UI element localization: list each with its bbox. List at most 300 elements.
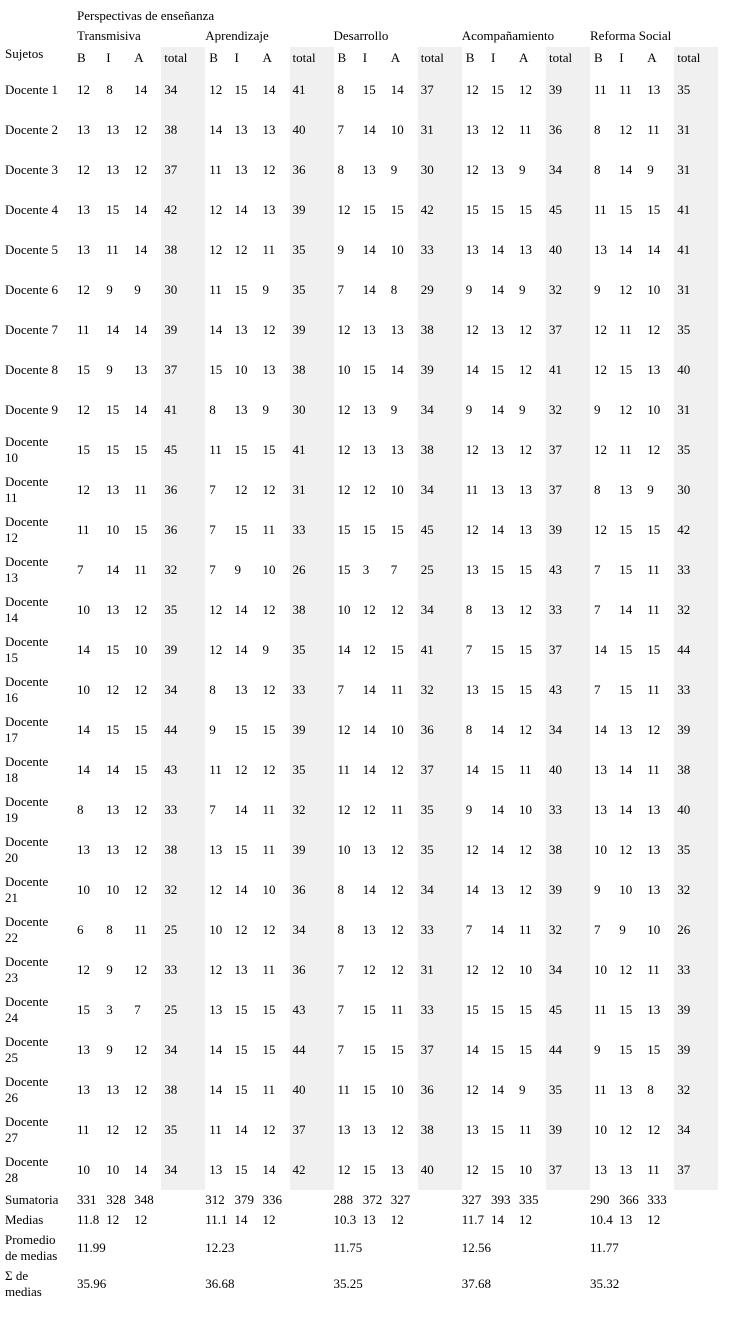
row-label: Docente 4 — [5, 201, 59, 217]
score-cell: 13 — [465, 681, 479, 697]
row-label: Docente 8 — [5, 361, 59, 377]
total-cell: 35 — [290, 230, 334, 270]
score-cell: 13 — [262, 201, 276, 217]
score-cell: 12 — [390, 1211, 404, 1227]
score-cell: 9 — [106, 281, 113, 297]
score-cell: 7 — [337, 681, 344, 697]
score-cell: 13 — [465, 1121, 479, 1137]
score-cell — [674, 1230, 718, 1266]
score-cell: 13 — [647, 881, 661, 897]
score-cell: 13 — [491, 321, 504, 337]
docente-row — [5, 750, 718, 790]
score-cell: 11 — [594, 1081, 607, 1097]
perspective-header-4: Acompañamiento — [461, 28, 555, 43]
total-cell: 30 — [290, 390, 334, 430]
docente-row — [5, 110, 718, 150]
score-cell: 8 — [465, 601, 473, 617]
score-cell: 14 — [647, 241, 661, 257]
score-cell — [290, 1210, 334, 1230]
docente-row — [5, 950, 718, 990]
total-cell: 37 — [418, 70, 462, 110]
row-label: Docente 1 — [5, 81, 59, 97]
score-cell — [106, 1266, 134, 1302]
score-cell: 348 — [134, 1191, 154, 1207]
score-cell: 12 — [77, 401, 90, 417]
score-cell: 13 — [619, 1211, 633, 1227]
total-cell: 42 — [674, 510, 718, 550]
subcol-header-i: I — [234, 50, 239, 66]
total-cell: 33 — [418, 230, 462, 270]
score-cell: 13 — [362, 441, 376, 457]
score-cell: 6 — [77, 921, 84, 937]
score-cell: 13 — [390, 1161, 404, 1177]
score-cell: 13 — [262, 361, 276, 377]
total-cell: 34 — [290, 910, 334, 950]
docente-row — [5, 670, 718, 710]
total-cell: 39 — [546, 1110, 590, 1150]
score-cell: 10 — [390, 721, 404, 737]
score-cell: 13 — [234, 681, 248, 697]
total-cell: 33 — [674, 950, 718, 990]
score-cell: 13 — [106, 841, 120, 857]
score-cell: 12 — [337, 441, 351, 457]
score-cell: 12 — [134, 1081, 148, 1097]
score-cell: 12 — [519, 1211, 532, 1227]
row-label: Docente 17 — [5, 713, 49, 745]
total-cell: 37 — [546, 430, 590, 470]
score-cell: 10 — [337, 841, 351, 857]
total-cell: 25 — [161, 910, 205, 950]
score-cell: 14 — [134, 321, 148, 337]
perspectives-table — [5, 6, 722, 1302]
score-cell: 12 — [465, 841, 479, 857]
score-cell: 12 — [619, 281, 633, 297]
score-cell — [363, 1230, 391, 1266]
total-cell: 34 — [161, 70, 205, 110]
total-cell: 32 — [161, 550, 205, 590]
score-cell: 13 — [209, 841, 223, 857]
total-cell: 34 — [161, 1150, 205, 1190]
score-cell: 13 — [619, 721, 633, 737]
score-cell: 11 — [262, 801, 276, 817]
score-cell: 35.96 — [77, 1275, 107, 1291]
row-label: Docente 6 — [5, 281, 59, 297]
score-cell: 11 — [390, 801, 404, 817]
score-cell: 14 — [619, 601, 633, 617]
total-cell: 37 — [546, 310, 590, 350]
score-cell — [491, 1266, 519, 1302]
total-cell: 33 — [290, 510, 334, 550]
total-cell: 34 — [418, 590, 462, 630]
score-cell: 12 — [134, 801, 148, 817]
score-cell: 12 — [134, 961, 148, 977]
total-cell: 38 — [161, 230, 205, 270]
subcol-header-i: I — [106, 50, 111, 66]
score-cell: 12 — [465, 961, 479, 977]
score-cell: 290 — [590, 1191, 610, 1207]
score-cell: 15 — [390, 1041, 404, 1057]
total-cell: 31 — [418, 110, 462, 150]
row-label: Docente 18 — [5, 753, 49, 785]
score-cell: 14 — [594, 721, 607, 737]
score-cell — [546, 1266, 590, 1302]
score-cell: 13 — [647, 1001, 661, 1017]
score-cell: 15 — [362, 1041, 376, 1057]
total-cell: 38 — [418, 430, 462, 470]
score-cell: 13 — [362, 841, 376, 857]
score-cell: 14 — [209, 121, 223, 137]
total-cell: 36 — [290, 150, 334, 190]
score-cell: 15 — [362, 521, 376, 537]
score-cell: 11 — [390, 1001, 404, 1017]
score-cell — [491, 1230, 519, 1266]
total-cell: 38 — [418, 310, 462, 350]
score-cell: 13 — [77, 841, 90, 857]
score-cell: 12 — [390, 841, 404, 857]
score-cell: 13 — [647, 81, 661, 97]
score-cell: 13 — [134, 361, 148, 377]
score-cell: 11 — [209, 161, 222, 177]
score-cell: 10 — [134, 641, 148, 657]
score-cell: 7 — [134, 1001, 141, 1017]
total-cell: 34 — [546, 710, 590, 750]
score-cell: 11 — [594, 81, 607, 97]
score-cell: 9 — [106, 1041, 113, 1057]
docente-row — [5, 430, 718, 470]
score-cell: 11 — [647, 601, 660, 617]
score-cell: 7 — [77, 561, 84, 577]
score-cell: 13 — [465, 241, 479, 257]
score-cell: 3 — [106, 1001, 113, 1017]
score-cell: 15 — [337, 521, 351, 537]
total-cell: 39 — [674, 710, 718, 750]
docente-row — [5, 310, 718, 350]
score-cell: 10 — [337, 601, 351, 617]
row-label: Docente 21 — [5, 873, 49, 905]
score-cell — [418, 1230, 462, 1266]
score-cell: 15 — [619, 681, 633, 697]
score-cell — [161, 1190, 205, 1210]
score-cell: 15 — [106, 201, 120, 217]
total-cell: 38 — [418, 1110, 462, 1150]
score-cell: 12 — [465, 521, 479, 537]
score-cell: 13 — [262, 121, 276, 137]
score-cell: 13 — [519, 241, 532, 257]
score-cell: 10 — [106, 881, 120, 897]
score-cell: 12 — [234, 241, 248, 257]
score-cell: 12 — [262, 161, 276, 177]
score-cell: 15 — [362, 1081, 376, 1097]
score-cell: 15 — [390, 641, 404, 657]
score-cell: 14 — [262, 1161, 276, 1177]
score-cell — [619, 1230, 647, 1266]
total-cell: 37 — [546, 1150, 590, 1190]
row-label: Docente 22 — [5, 913, 49, 945]
score-cell: 327 — [390, 1191, 411, 1207]
score-cell: 7 — [337, 121, 344, 137]
total-cell: 39 — [161, 310, 205, 350]
total-cell: 30 — [161, 270, 205, 310]
score-cell: 9 — [234, 561, 241, 577]
score-cell — [546, 1190, 590, 1210]
score-cell: 8 — [337, 921, 344, 937]
score-cell: 12.23 — [205, 1239, 235, 1255]
score-cell: 12 — [134, 681, 148, 697]
score-cell: 7 — [390, 561, 398, 577]
score-cell: 15 — [619, 1041, 633, 1057]
docente-row — [5, 1150, 718, 1190]
score-cell: 11 — [209, 761, 222, 777]
score-cell: 15 — [390, 521, 404, 537]
score-cell: 12 — [134, 161, 148, 177]
score-cell: 12 — [209, 961, 223, 977]
score-cell: 11 — [465, 481, 479, 497]
score-cell: 10 — [390, 241, 404, 257]
score-cell: 15 — [337, 561, 351, 577]
score-cell: 15 — [262, 1041, 276, 1057]
score-cell: 7 — [337, 1001, 344, 1017]
score-cell: 14 — [491, 401, 504, 417]
score-cell: 13 — [106, 801, 120, 817]
score-cell: 7 — [337, 961, 344, 977]
score-cell: 15 — [77, 441, 90, 457]
score-cell: 11 — [647, 761, 660, 777]
score-cell: 8 — [77, 801, 84, 817]
subcol-header-a: A — [134, 50, 144, 66]
total-cell: 37 — [674, 1150, 718, 1190]
total-cell: 32 — [546, 910, 590, 950]
score-cell: 15 — [77, 1001, 90, 1017]
total-cell: 33 — [161, 790, 205, 830]
total-cell: 34 — [546, 150, 590, 190]
row-label: Docente 3 — [5, 161, 59, 177]
row-label: Docente 2 — [5, 121, 59, 137]
score-cell: 12.56 — [461, 1239, 491, 1255]
score-cell: 14 — [491, 1211, 504, 1227]
subcol-header-total: total — [674, 47, 718, 70]
score-cell: 9 — [262, 281, 269, 297]
score-cell: 12 — [362, 641, 376, 657]
score-cell: 336 — [262, 1191, 282, 1207]
subcol-header-b: B — [77, 50, 86, 66]
total-cell: 41 — [290, 70, 334, 110]
score-cell: 12 — [262, 1121, 276, 1137]
score-cell: 12 — [134, 121, 148, 137]
score-cell: 15 — [234, 281, 248, 297]
score-cell — [161, 1266, 205, 1302]
table-body — [5, 70, 718, 1302]
score-cell: 13 — [77, 1041, 90, 1057]
total-cell: 45 — [418, 510, 462, 550]
score-cell: 7 — [209, 561, 216, 577]
score-cell: 11.77 — [590, 1239, 619, 1255]
score-cell: 333 — [647, 1191, 667, 1207]
score-cell: 12 — [209, 201, 223, 217]
total-cell: 37 — [290, 1110, 334, 1150]
score-cell: 12 — [519, 601, 532, 617]
score-cell: 15 — [519, 1001, 532, 1017]
total-cell: 31 — [674, 110, 718, 150]
score-cell: 14 — [234, 641, 248, 657]
score-cell: 11 — [519, 761, 532, 777]
score-cell: 15 — [362, 81, 376, 97]
docente-row — [5, 550, 718, 590]
score-cell: 14 — [234, 1211, 248, 1227]
score-cell: 12 — [390, 761, 404, 777]
total-cell: 25 — [418, 550, 462, 590]
score-cell: 10 — [594, 1121, 607, 1137]
score-cell: 7 — [594, 601, 601, 617]
subcol-header-b: B — [337, 50, 347, 66]
perspective-groups-row — [5, 26, 718, 47]
score-cell: 36.68 — [205, 1275, 235, 1291]
score-cell: 12 — [362, 601, 376, 617]
total-cell: 32 — [418, 670, 462, 710]
score-cell: 9 — [390, 401, 398, 417]
total-cell: 30 — [674, 470, 718, 510]
score-cell: 35.32 — [590, 1275, 620, 1291]
score-cell: 12 — [362, 481, 376, 497]
score-cell: 9 — [262, 401, 269, 417]
total-cell: 38 — [290, 350, 334, 390]
total-cell: 33 — [418, 990, 462, 1030]
score-cell: 14 — [262, 81, 276, 97]
total-cell: 45 — [546, 990, 590, 1030]
score-cell: 14 — [619, 801, 633, 817]
score-cell: 15 — [491, 641, 504, 657]
score-cell: 12 — [491, 961, 504, 977]
row-label: Docente 13 — [5, 553, 49, 585]
total-cell: 43 — [546, 550, 590, 590]
score-cell: 12 — [390, 881, 404, 897]
score-cell: 12 — [134, 1041, 148, 1057]
score-cell: 14 — [465, 881, 479, 897]
score-cell: 9 — [619, 921, 626, 937]
docente-row — [5, 150, 718, 190]
score-cell: 12 — [134, 881, 148, 897]
score-cell — [418, 1266, 462, 1302]
score-cell: 9 — [337, 241, 344, 257]
score-cell: 11 — [262, 521, 276, 537]
total-cell: 33 — [546, 590, 590, 630]
row-label: Docente 20 — [5, 833, 49, 865]
score-cell: 13 — [594, 801, 607, 817]
perspective-header-2: Aprendizaje — [205, 28, 269, 43]
score-cell: 12 — [465, 321, 479, 337]
total-cell: 40 — [546, 750, 590, 790]
total-cell: 33 — [418, 910, 462, 950]
score-cell: 15 — [134, 441, 148, 457]
score-cell: 10 — [337, 361, 351, 377]
score-cell: 10 — [519, 1161, 532, 1177]
total-cell: 35 — [290, 750, 334, 790]
total-cell: 32 — [290, 790, 334, 830]
score-cell: 15 — [134, 721, 148, 737]
score-cell: 15 — [134, 521, 148, 537]
total-cell: 35 — [674, 310, 718, 350]
score-cell: 11 — [519, 121, 532, 137]
score-cell: 13 — [491, 441, 504, 457]
total-cell: 36 — [290, 870, 334, 910]
score-cell: 13 — [234, 121, 248, 137]
docente-row — [5, 590, 718, 630]
score-cell: 13 — [465, 561, 479, 577]
score-cell — [546, 1230, 590, 1266]
score-cell: 12 — [465, 161, 479, 177]
summary-row — [5, 1266, 718, 1302]
score-cell: 10 — [77, 601, 90, 617]
total-cell: 32 — [674, 870, 718, 910]
score-cell: 11 — [209, 441, 222, 457]
total-cell: 36 — [290, 950, 334, 990]
score-cell: 14 — [362, 881, 376, 897]
score-cell: 12 — [647, 721, 661, 737]
score-cell: 10 — [77, 681, 90, 697]
subcol-header-total: total — [290, 47, 334, 70]
score-cell — [235, 1230, 263, 1266]
score-cell: 13 — [362, 401, 376, 417]
row-label: Σ de medias — [5, 1267, 42, 1299]
total-cell: 42 — [161, 190, 205, 230]
score-cell: 15 — [619, 361, 633, 377]
score-cell: 14 — [106, 321, 120, 337]
score-cell: 12 — [337, 321, 351, 337]
score-cell: 8 — [106, 81, 113, 97]
score-cell: 12 — [337, 801, 351, 817]
subcol-header-total: total — [418, 47, 462, 70]
total-cell: 36 — [418, 710, 462, 750]
score-cell: 11 — [77, 521, 90, 537]
total-cell: 35 — [418, 790, 462, 830]
score-cell: 12 — [262, 481, 276, 497]
score-cell: 9 — [519, 281, 526, 297]
total-cell: 31 — [674, 150, 718, 190]
row-label: Docente 12 — [5, 513, 49, 545]
score-cell: 13 — [390, 441, 404, 457]
score-cell: 12 — [519, 881, 532, 897]
docente-row — [5, 230, 718, 270]
score-cell: 12 — [209, 641, 223, 657]
subcol-header-a: A — [262, 50, 272, 66]
score-cell: 14 — [362, 761, 376, 777]
total-cell: 42 — [418, 190, 462, 230]
score-cell: 14 — [134, 241, 148, 257]
score-cell: 12 — [337, 201, 351, 217]
score-cell: 372 — [362, 1191, 383, 1207]
total-cell: 31 — [674, 270, 718, 310]
score-cell: 11 — [647, 1161, 660, 1177]
score-cell: 12 — [519, 81, 532, 97]
score-cell — [391, 1266, 418, 1302]
score-cell: 9 — [465, 281, 473, 297]
score-cell: 12 — [134, 1211, 148, 1227]
score-cell: 366 — [619, 1191, 639, 1207]
subcol-header-a: A — [519, 50, 529, 66]
score-cell: 11 — [619, 81, 632, 97]
total-cell: 39 — [546, 70, 590, 110]
subcol-header-i: I — [491, 50, 496, 66]
score-cell: 15 — [234, 1041, 248, 1057]
score-cell: 11 — [647, 961, 660, 977]
total-cell: 43 — [546, 670, 590, 710]
total-cell: 44 — [161, 710, 205, 750]
score-cell: 13 — [362, 161, 376, 177]
total-cell: 37 — [161, 350, 205, 390]
total-cell: 34 — [161, 670, 205, 710]
score-cell: 13 — [619, 481, 633, 497]
score-cell: 15 — [234, 1161, 248, 1177]
score-cell: 12 — [390, 961, 404, 977]
